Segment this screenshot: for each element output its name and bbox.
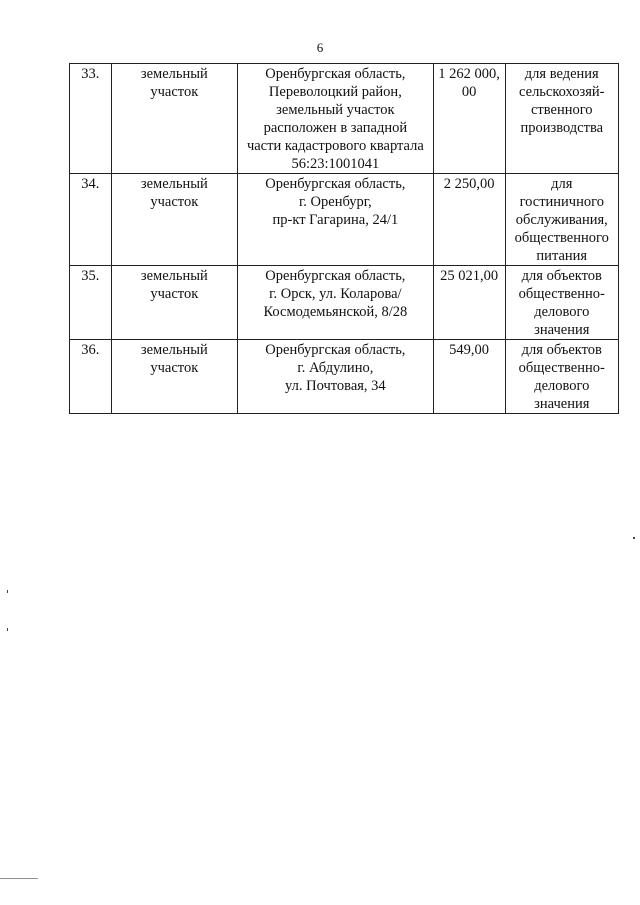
area-line: 2 250,00 — [443, 176, 495, 192]
area-line: 1 262 000, — [438, 66, 500, 82]
use-line: производства — [520, 120, 604, 136]
table-row — [70, 340, 619, 414]
row-number: 36. — [70, 340, 112, 414]
address-line: 56:23:1001041 — [291, 156, 380, 172]
address-line: г. Абдулино, — [297, 360, 374, 376]
address-line: Оренбургская область, — [265, 66, 406, 82]
row-number: 34. — [70, 174, 112, 266]
use-line: питания — [536, 248, 588, 264]
page-number: 6 — [316, 40, 324, 55]
use-line: для ведения — [524, 66, 599, 82]
object-type-line: земельный — [140, 268, 208, 284]
object-area — [433, 340, 505, 414]
row-number: 35. — [70, 266, 112, 340]
use-line: общественно- — [518, 360, 605, 376]
object-type — [111, 340, 238, 414]
address-line: Оренбургская область, — [265, 268, 406, 284]
table-row — [70, 266, 619, 340]
permitted-use — [505, 340, 618, 414]
table-row — [70, 64, 619, 174]
use-line: для объектов — [521, 268, 602, 284]
use-line: общественно- — [518, 286, 605, 302]
address-line: части кадастрового квартала — [246, 138, 424, 154]
permitted-use — [505, 64, 618, 174]
use-line: обслуживания, — [515, 212, 608, 228]
address-line: Переволоцкий район, — [268, 84, 402, 100]
use-line: общественного — [514, 230, 609, 246]
address-line: г. Орск, ул. Коларова/ — [269, 286, 402, 302]
scan-mark — [0, 878, 38, 879]
area-line: 25 021,00 — [440, 268, 499, 284]
use-line: гостиничного — [519, 194, 604, 210]
object-type-line: участок — [150, 286, 199, 302]
permitted-use — [505, 174, 618, 266]
permitted-use — [505, 266, 618, 340]
use-line: значения — [534, 322, 590, 338]
scan-mark — [7, 590, 8, 593]
land-plots-table — [69, 63, 619, 414]
area-line: 549,00 — [449, 342, 489, 358]
use-line: для — [551, 176, 573, 192]
scan-mark — [7, 628, 8, 631]
object-area — [433, 174, 505, 266]
table-row — [70, 174, 619, 266]
address-line: ул. Почтовая, 34 — [285, 378, 386, 394]
address-line: пр-кт Гагарина, 24/1 — [272, 212, 399, 228]
use-line: делового — [534, 304, 590, 320]
address-line: Космодемьянской, 8/28 — [263, 304, 408, 320]
object-area — [433, 266, 505, 340]
use-line: ственного — [530, 102, 593, 118]
address-line: расположен в западной — [263, 120, 408, 136]
address-line: г. Оренбург, — [298, 194, 372, 210]
use-line: для объектов — [521, 342, 602, 358]
area-line: 00 — [461, 84, 477, 100]
object-type-line: земельный — [140, 342, 208, 358]
object-type-line: земельный — [140, 66, 208, 82]
address-line: земельный участок — [276, 102, 395, 118]
address-line: Оренбургская область, — [265, 176, 406, 192]
object-area — [433, 64, 505, 174]
use-line: значения — [534, 396, 590, 412]
object-type-line: участок — [150, 360, 199, 376]
object-address — [238, 174, 433, 266]
row-number: 33. — [70, 64, 112, 174]
object-type — [111, 64, 238, 174]
scan-mark — [633, 537, 635, 539]
object-type-line: участок — [150, 84, 199, 100]
object-type — [111, 174, 238, 266]
object-address — [238, 266, 433, 340]
object-type — [111, 266, 238, 340]
address-line: Оренбургская область, — [265, 342, 406, 358]
use-line: делового — [534, 378, 590, 394]
object-address — [238, 340, 433, 414]
object-type-line: участок — [150, 194, 199, 210]
object-address — [238, 64, 433, 174]
object-type-line: земельный — [140, 176, 208, 192]
use-line: сельскохозяй- — [519, 84, 605, 100]
